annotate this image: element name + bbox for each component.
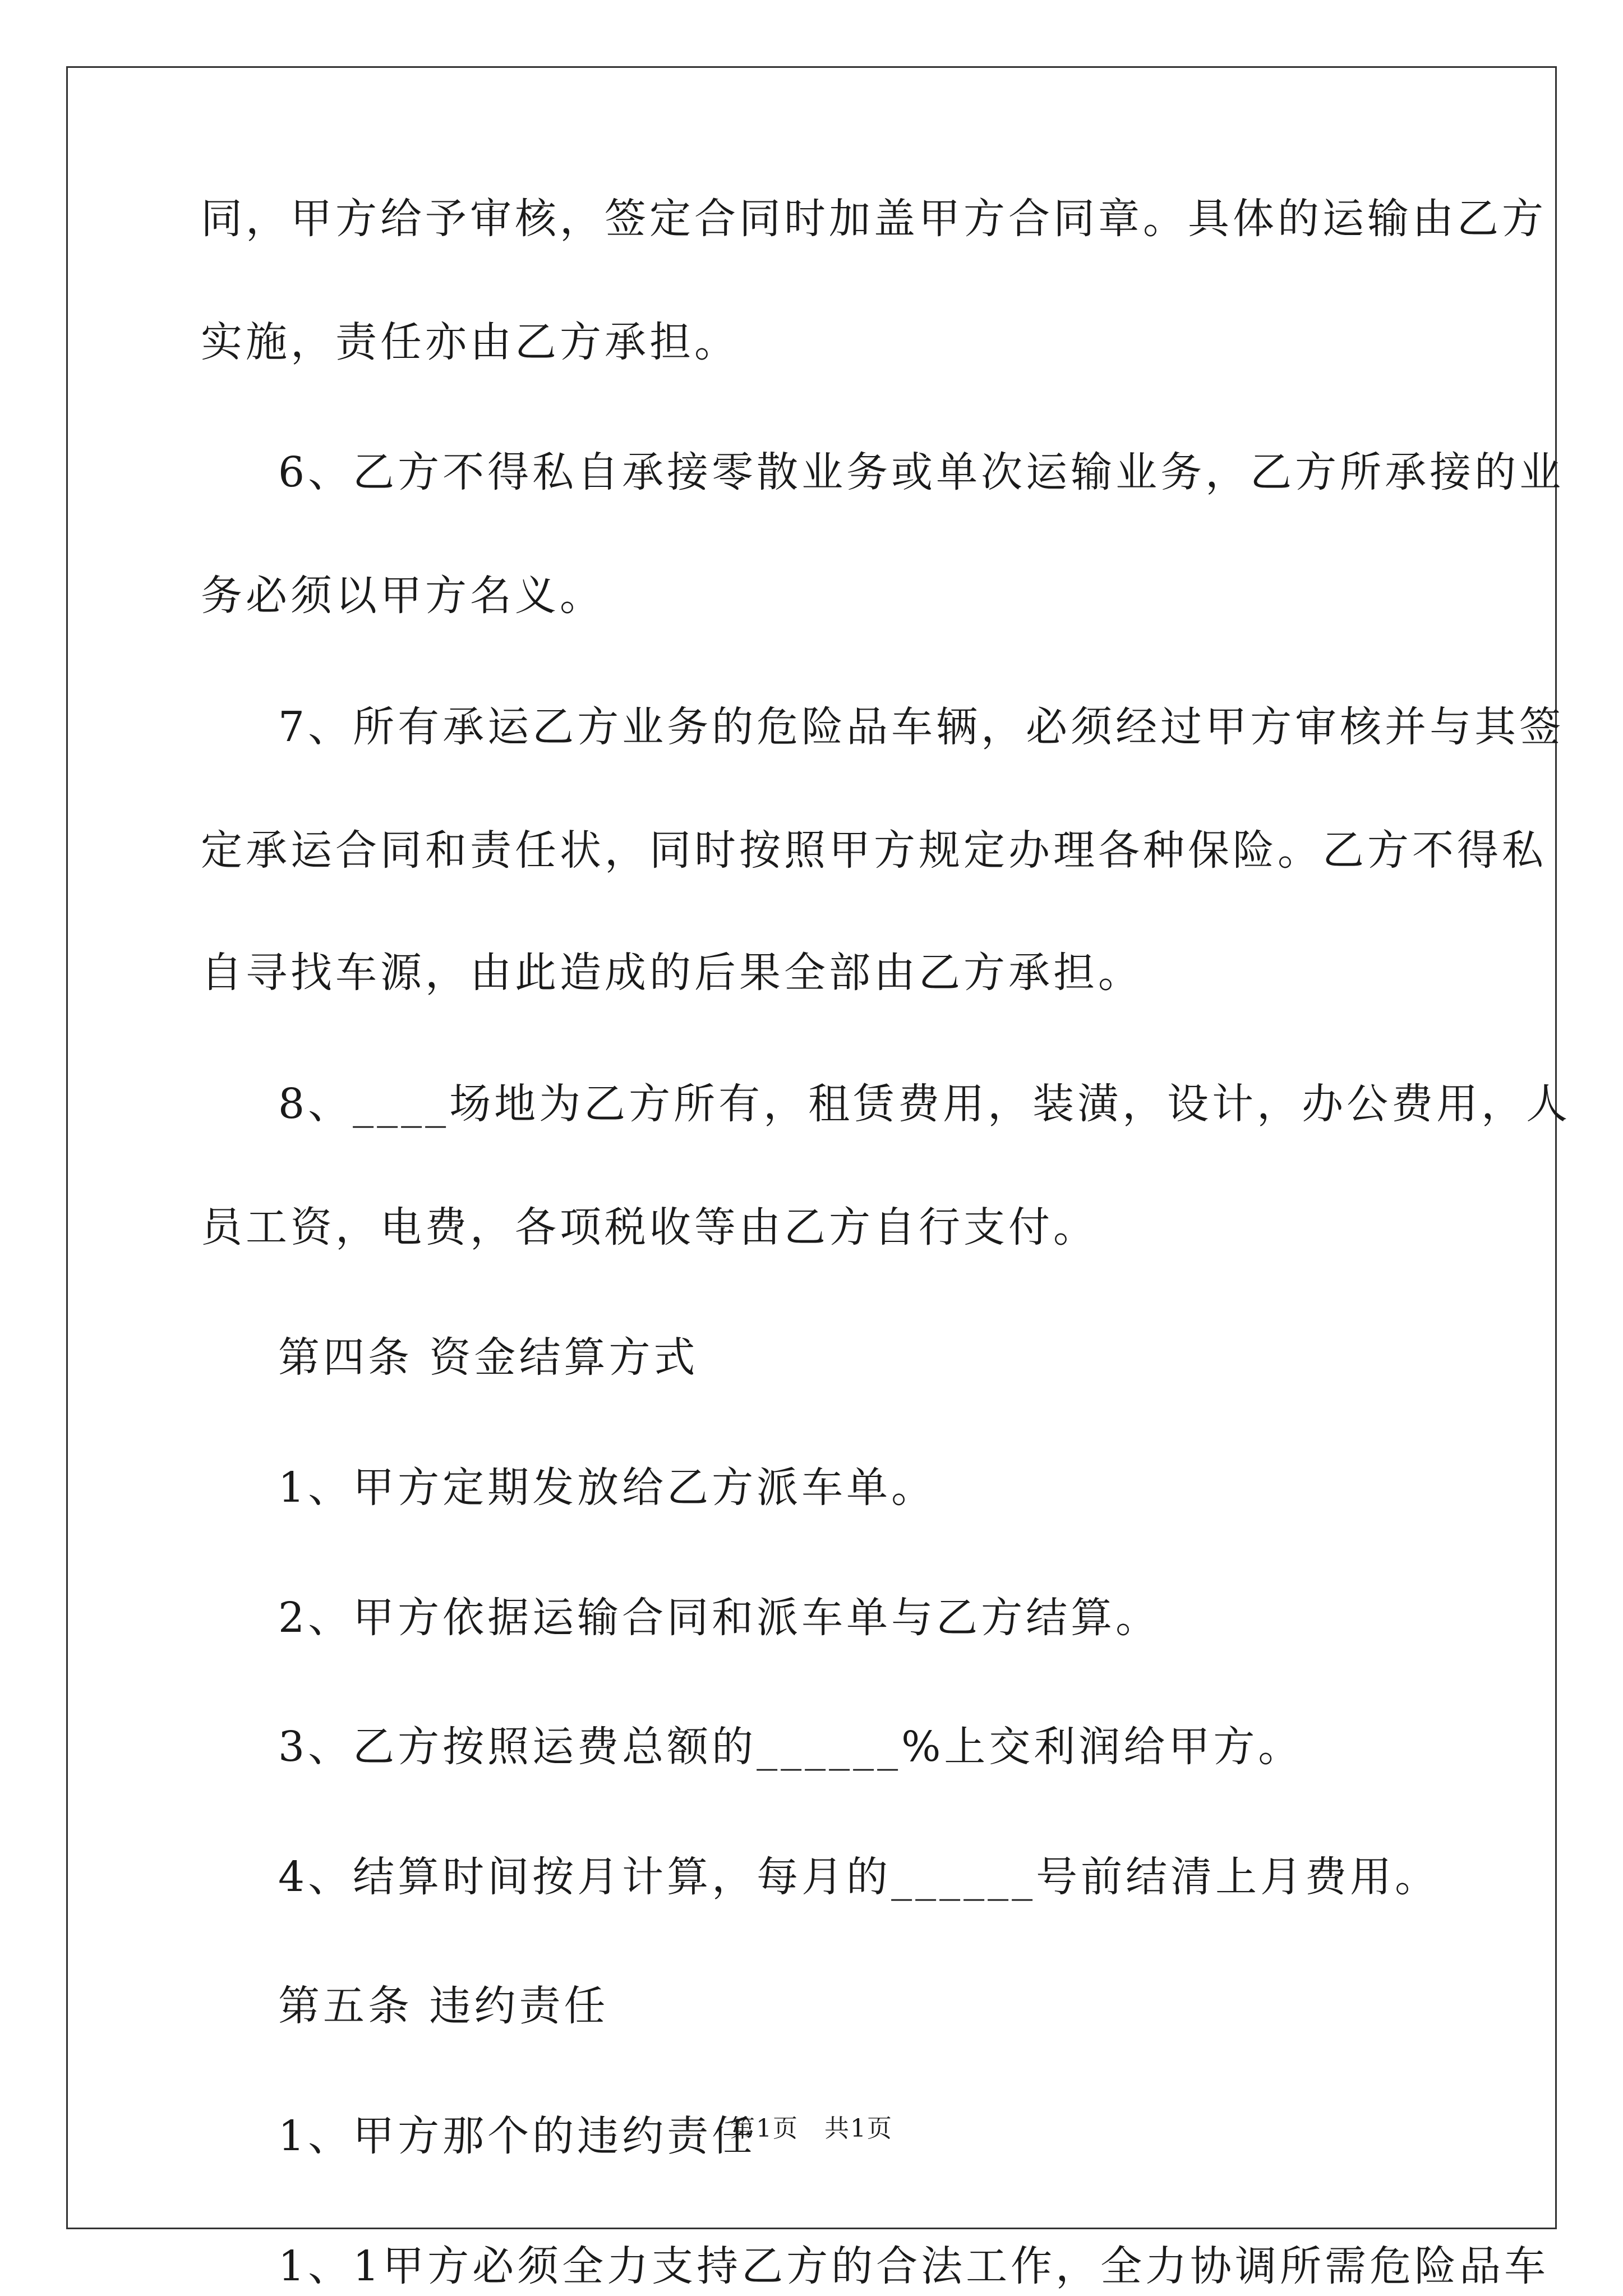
text-line: 1、甲方定期发放给乙方派车单。 [278, 1464, 937, 1512]
text-line: 2、甲方依据运输合同和派车单与乙方结算。 [278, 1594, 1161, 1642]
text-line: 6、乙方不得私自承接零散业务或单次运输业务，乙方所承接的业 [278, 448, 1565, 496]
text-line: 7、所有承运乙方业务的危险品车辆，必须经过甲方审核并与其签 [278, 703, 1565, 751]
text-line: 4、结算时间按月计算，每月的______号前结清上月费用。 [278, 1853, 1440, 1901]
text-line: 自寻找车源，由此造成的后果全部由乙方承担。 [201, 949, 1143, 997]
text-line: 同，甲方给予审核，签定合同时加盖甲方合同章。具体的运输由乙方 [201, 195, 1547, 243]
section-heading: 第五条 违约责任 [278, 1982, 609, 2030]
page-number: 第1页 共1页 [730, 2114, 893, 2143]
text-line: 8、____场地为乙方所有，租赁费用，装潢，设计，办公费用，人 [278, 1080, 1571, 1128]
text-line: 员工资，电费，各项税收等由乙方自行支付。 [201, 1203, 1098, 1251]
section-heading: 第四条 资金结算方式 [278, 1333, 699, 1382]
text-line: 1、甲方那个的违约责任 [278, 2112, 757, 2160]
text-line: 3、乙方按照运费总额的______%上交利润给甲方。 [278, 1723, 1303, 1771]
text-line: 1、1甲方必须全力支持乙方的合法工作，全力协调所需危险品车 [278, 2242, 1550, 2290]
text-line: 实施，责任亦由乙方承担。 [201, 318, 739, 366]
text-line: 定承运合同和责任状，同时按照甲方规定办理各种保险。乙方不得私 [201, 826, 1547, 875]
text-line: 务必须以甲方名义。 [201, 572, 605, 620]
